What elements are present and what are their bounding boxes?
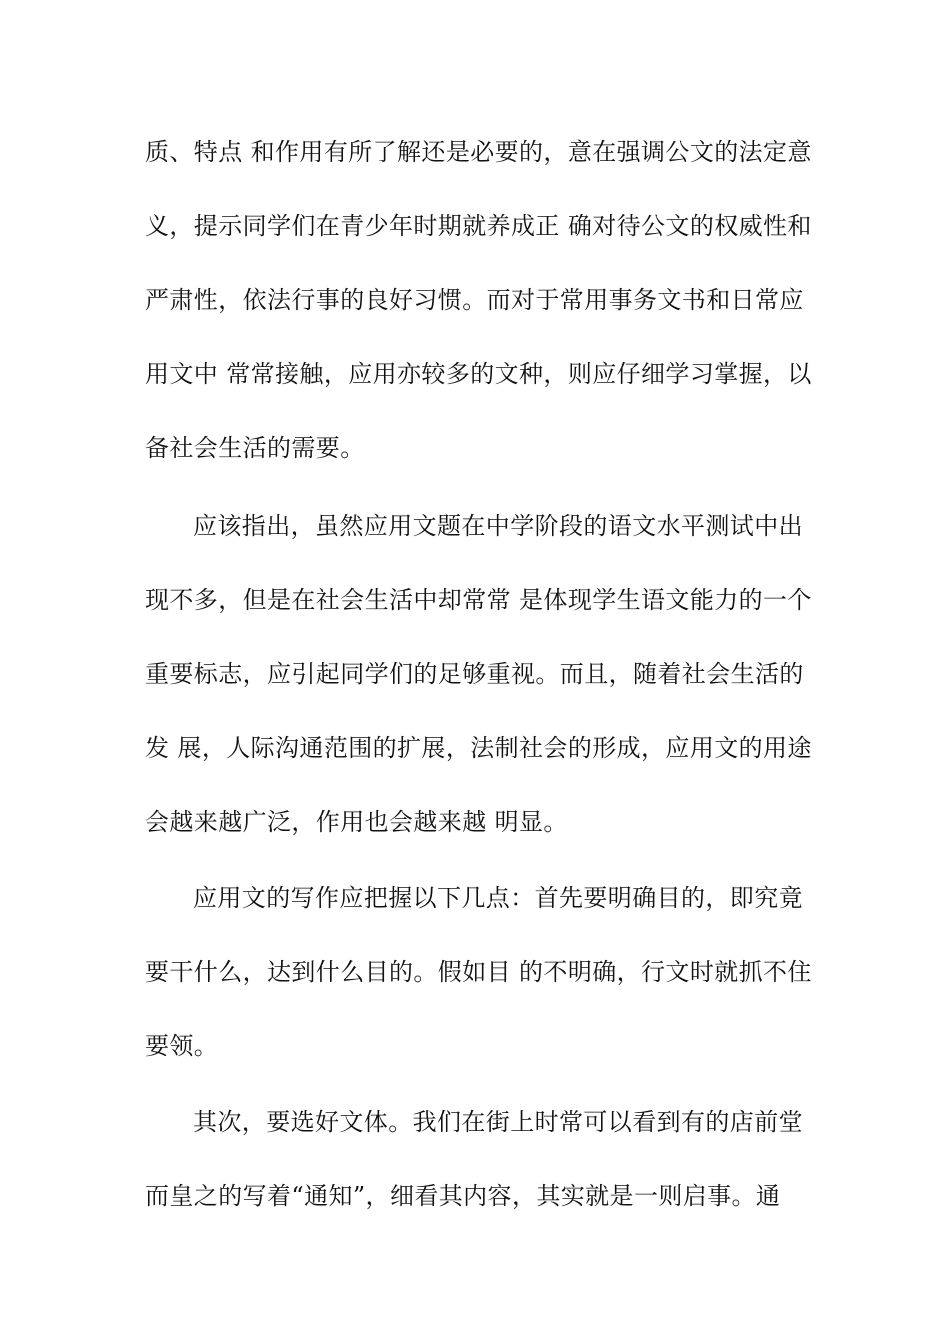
text-line: 义，提示同学们在青少年时期就养成正 确对待公文的权威性和 — [145, 212, 812, 240]
text-line: 质、特点 和作用有所了解还是必要的，意在强调公文的法定意 — [145, 138, 812, 166]
paragraph-first-line: 其次，要选好文体。我们在街上时常可以看到有的店前堂 — [193, 1108, 803, 1136]
text-line: 用文中 常常接触，应用亦较多的文种，则应仔细学习掌握，以 — [145, 360, 812, 388]
text-line: 发 展，人际沟通范围的扩展，法制社会的形成，应用文的用途 — [145, 734, 812, 762]
text-line: 现不多，但是在社会生活中却常常 是体现学生语文能力的一个 — [145, 586, 812, 614]
text-line: 而皇之的写着“通知”，细看其内容，其实就是一则启事。通 — [145, 1182, 781, 1210]
text-line: 严肃性，依法行事的良好习惯。而对于常用事务文书和日常应 — [145, 286, 804, 314]
text-line: 备社会生活的需要。 — [145, 434, 365, 462]
text-line: 要领。 — [145, 1032, 219, 1060]
paragraph-first-line: 应用文的写作应把握以下几点：首先要明确目的，即究竟 — [193, 884, 803, 912]
paragraph-first-line: 应该指出，虽然应用文题在中学阶段的语文水平测试中出 — [193, 512, 803, 540]
text-line: 重要标志，应引起同学们的足够重视。而且，随着社会生活的 — [145, 660, 804, 688]
text-line: 要干什么，达到什么目的。假如目 的不明确，行文时就抓不住 — [145, 958, 812, 986]
text-line: 会越来越广泛，作用也会越来越 明显。 — [145, 808, 568, 836]
